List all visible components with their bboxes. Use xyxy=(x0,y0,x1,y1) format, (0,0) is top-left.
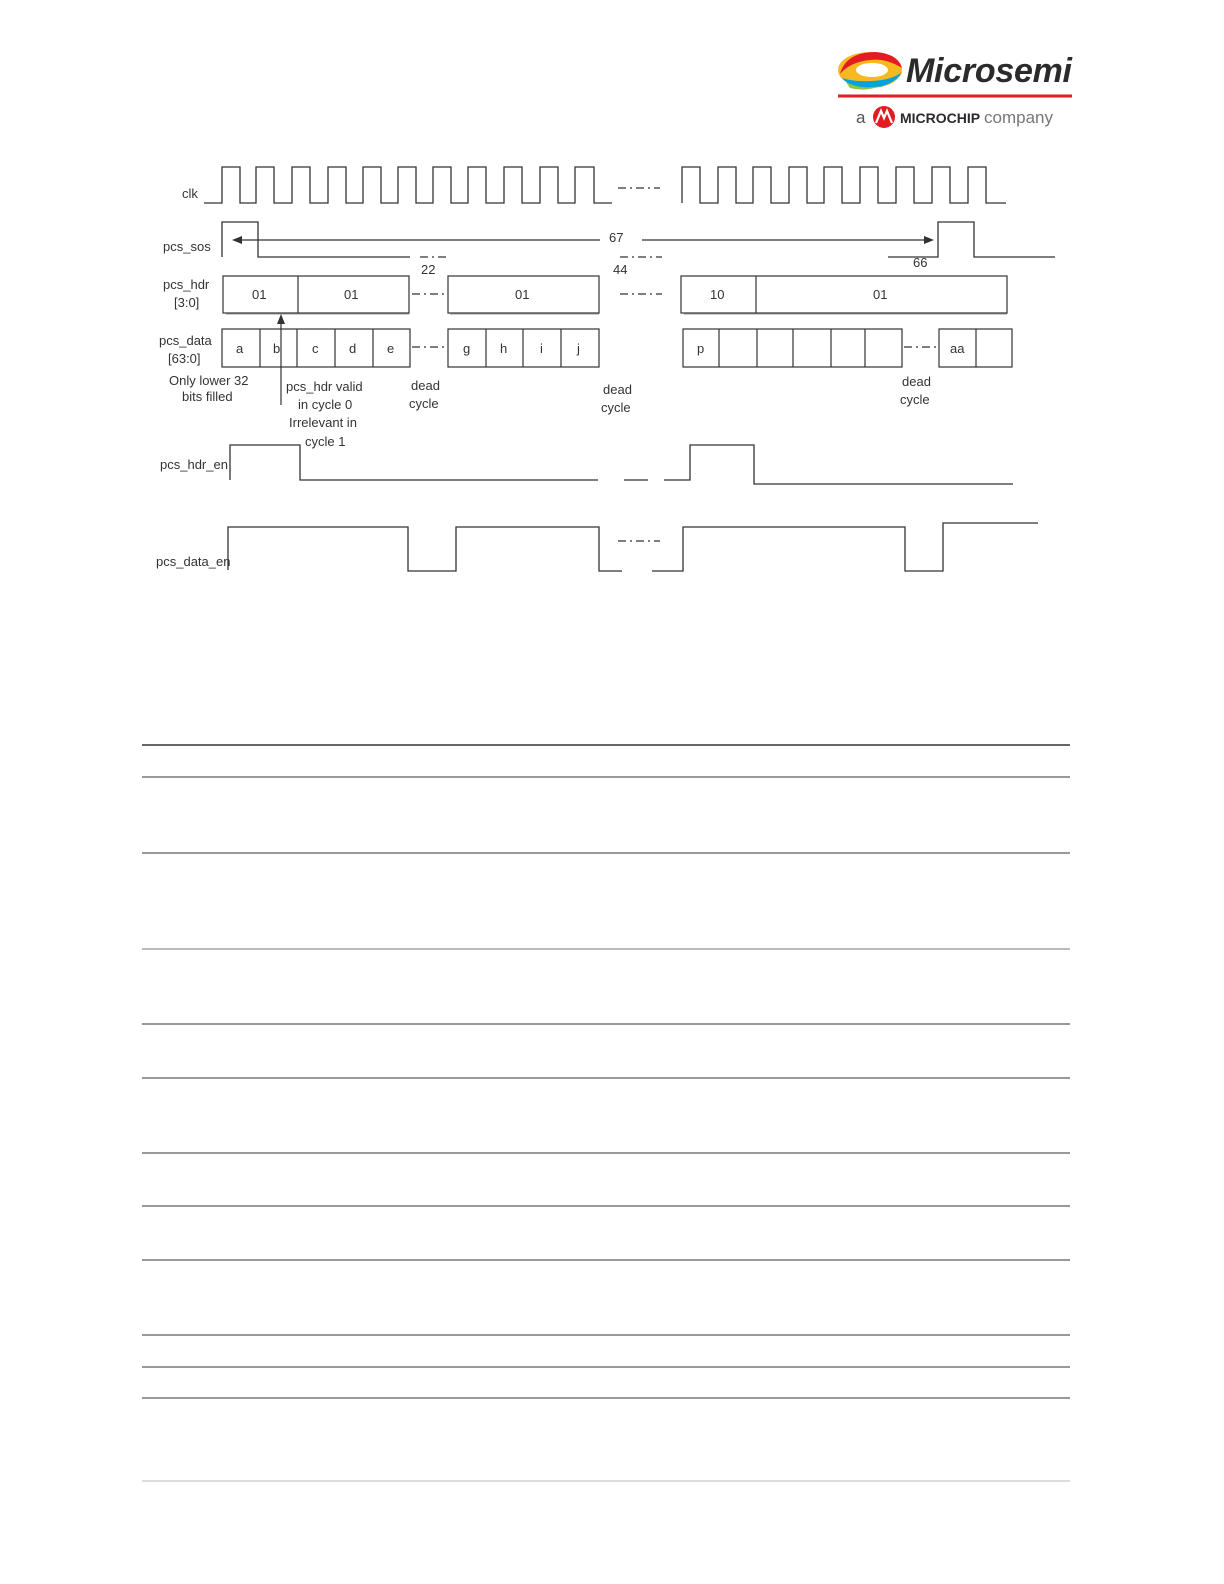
data-cell: b xyxy=(273,341,281,356)
data-cell: aa xyxy=(950,341,965,356)
logo-brand-text: Microsemi xyxy=(906,52,1072,90)
label-pcs-sos: pcs_sos xyxy=(163,239,211,254)
note-dead-cycle: dead xyxy=(603,382,632,397)
data-cell: c xyxy=(312,341,319,356)
note-dead-cycle: cycle xyxy=(409,396,439,411)
note-hdr-valid: Irrelevant in xyxy=(289,415,357,430)
note-dead-cycle: cycle xyxy=(601,400,631,415)
note-lower-32: Only lower 32 xyxy=(169,373,249,388)
label-pcs-data: pcs_data xyxy=(159,333,212,348)
count-22: 22 xyxy=(421,262,436,277)
data-cell: e xyxy=(387,341,395,356)
count-span: 67 xyxy=(609,230,624,245)
hdr-cell: 01 xyxy=(515,287,530,302)
logo-tagline-brand: MICROCHIP xyxy=(900,110,981,126)
count-44: 44 xyxy=(613,262,628,277)
hdr-cell: 01 xyxy=(252,287,267,302)
label-pcs-data-en: pcs_data_en xyxy=(156,554,231,569)
data-cell: g xyxy=(463,341,471,356)
logo-tagline-suffix: company xyxy=(984,108,1053,127)
label-clk: clk xyxy=(182,186,198,201)
note-dead-cycle: cycle xyxy=(900,392,930,407)
hdr-cell: 01 xyxy=(873,287,888,302)
data-cell: j xyxy=(577,341,580,356)
note-dead-cycle: dead xyxy=(902,374,931,389)
data-cell: d xyxy=(349,341,357,356)
note-lower-32: bits filled xyxy=(182,389,233,404)
data-cell: a xyxy=(236,341,244,356)
hdr-cell: 01 xyxy=(344,287,359,302)
label-pcs-hdr: pcs_hdr xyxy=(163,277,210,292)
label-pcs-hdr-en: pcs_hdr_en xyxy=(160,457,228,472)
note-hdr-valid: cycle 1 xyxy=(305,434,346,449)
logo-tagline-prefix: a xyxy=(856,108,866,127)
data-cell: i xyxy=(540,341,543,356)
count-66: 66 xyxy=(913,255,928,270)
note-dead-cycle: dead xyxy=(411,378,440,393)
note-hdr-valid: pcs_hdr valid xyxy=(286,379,363,394)
data-cell: h xyxy=(500,341,508,356)
hdr-cell: 10 xyxy=(710,287,725,302)
label-pcs-hdr-bits: [3:0] xyxy=(174,295,200,310)
label-pcs-data-bits: [63:0] xyxy=(168,351,201,366)
data-cell: p xyxy=(697,341,705,356)
note-hdr-valid: in cycle 0 xyxy=(298,397,353,412)
